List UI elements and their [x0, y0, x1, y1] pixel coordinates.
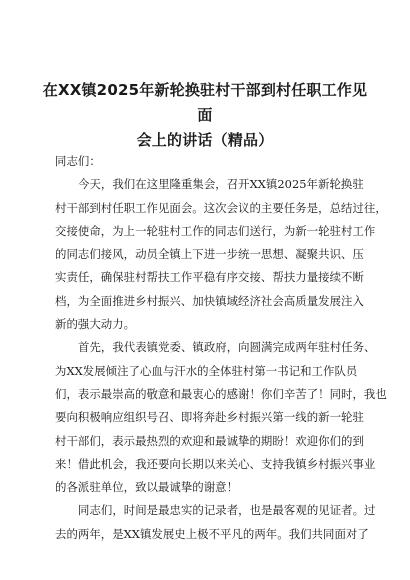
paragraph-line: 同志们，时间是最忠实的记录者，也是最客观的见证者。过	[78, 503, 376, 518]
document-body	[55, 150, 387, 546]
paragraph-line: 实责任，确保驻村帮扶工作平稳有序交接、帮扶力量接续不断	[55, 270, 364, 285]
paragraph-line: 的各派驻单位，致以最诚挚的谢意！	[55, 480, 239, 495]
paragraph-line: 档，为全面推进乡村振兴、加快镇域经济社会高质量发展注入	[55, 293, 364, 308]
paragraph-line: 去的两年，是XX镇发展史上极不平凡的两年。我们共同面对了	[55, 526, 369, 541]
paragraph-line: 首先，我代表镇党委、镇政府，向圆满完成两年驻村任务、	[78, 340, 376, 355]
paragraph-line: 村干部到村任职工作见面会。这次会议的主要任务是，总结过往，	[55, 200, 387, 215]
paragraph-line: 们，表示最崇高的敬意和最衷心的感谢！你们辛苦了！同时，我也	[55, 386, 387, 401]
paragraph-line: 为XX发展倾注了心血与汗水的全体驻村第一书记和工作队员	[55, 363, 358, 378]
salutation: 同志们：	[55, 154, 101, 168]
paragraph-line: 要向积极响应组织号召、即将奔赴乡村振兴第一线的新一轮驻	[55, 410, 364, 425]
title-line-2: 会上的讲话（精品）	[136, 131, 274, 149]
document-title	[40, 78, 370, 153]
paragraph-line: 新的强大动力。	[55, 317, 136, 332]
paragraph-line: 今天，我们在这里隆重集会，召开XX镇2025年新轮换驻	[78, 177, 364, 192]
paragraph-line: 来！借此机会，我还要向长期以来关心、支持我镇乡村振兴事业	[55, 456, 376, 471]
paragraph-line: 的同志们接风，动员全镇上下进一步统一思想、凝聚共识、压	[55, 247, 364, 262]
paragraph-line: 村干部们，表示最热烈的欢迎和最诚挚的期盼！欢迎你们的到	[55, 433, 364, 448]
title-line-1: 在XX镇2025年新轮换驻村干部到村任职工作见面	[42, 81, 368, 124]
paragraph-line: 交接使命，为上一轮驻村工作的同志们送行，为新一轮驻村工作	[55, 223, 376, 238]
